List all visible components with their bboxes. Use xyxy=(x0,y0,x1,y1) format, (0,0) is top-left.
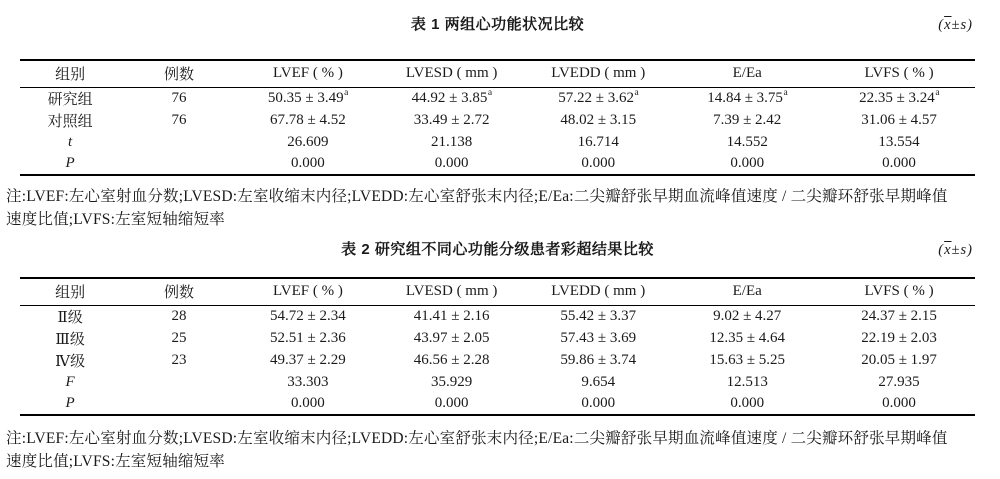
table-cell xyxy=(120,153,237,175)
table-row-p-value xyxy=(20,153,975,175)
table-cell: 76 xyxy=(171,111,187,128)
table-cell: 0.000 xyxy=(882,395,916,411)
table-cell: P xyxy=(65,395,75,411)
table-cell: 研究组 xyxy=(47,91,93,108)
table-cell: 44.92 ± 3.85$^a$ xyxy=(411,88,493,107)
table-cell: F xyxy=(65,373,75,390)
footnote-line: 注:LVEF:左心室射血分数;LVESD:左室收缩末内径;LVEDD:左心室舒张末内径;E/Ea:二尖瓣舒张早期血流峰值速度 / 二尖瓣环舒张早期峰值 xyxy=(6,430,948,447)
footnote-line: 速度比值;LVFS:左室短轴缩短率 xyxy=(6,453,225,470)
significance-mark: a xyxy=(344,88,349,99)
column-header-lvfs: LVFS ( % ) xyxy=(823,60,975,87)
table-cell: 22.19 ± 2.03 xyxy=(861,329,937,346)
significance-mark: a xyxy=(634,88,639,99)
table-cell: 24.37 ± 2.15 xyxy=(861,307,937,324)
column-header-group: 组别 xyxy=(20,278,120,305)
table-cell: 27.935 xyxy=(878,373,920,390)
table-cell: P xyxy=(65,155,75,171)
column-header-n: 例数 xyxy=(120,60,237,87)
table-cell: 54.72 ± 2.34 xyxy=(270,307,346,324)
table-cell: 22.35 ± 3.24$^a$ xyxy=(859,88,940,107)
column-header-n: 例数 xyxy=(120,278,237,305)
table-cell: 26.609 xyxy=(287,133,329,150)
column-header-lvesd: LVESD ( mm ) xyxy=(378,60,525,87)
table-row-study-group xyxy=(20,87,975,109)
column-header-lvef: LVEF ( % ) xyxy=(238,278,378,305)
table-cell: 14.552 xyxy=(726,133,768,150)
table-row-class3 xyxy=(20,327,975,349)
table-cell: 23 xyxy=(171,351,187,368)
table-cell: 28 xyxy=(171,307,187,324)
table1-title: 表 1 两组心功能状况比较 xyxy=(410,16,585,33)
table-cell: 57.22 ± 3.62$^a$ xyxy=(558,88,639,107)
table-cell: Ⅳ级 xyxy=(55,353,86,370)
significance-mark: a xyxy=(935,88,940,99)
table-cell: 35.929 xyxy=(431,373,473,390)
table-cell: 67.78 ± 4.52 xyxy=(270,111,346,128)
table-cell: 57.43 ± 3.69 xyxy=(560,329,637,346)
table-cell: 0.000 xyxy=(581,395,616,411)
table1-section xyxy=(0,15,1000,231)
table-row-class4 xyxy=(20,349,975,371)
table-cell: 0.000 xyxy=(434,155,469,171)
column-header-lvfs: LVFS ( % ) xyxy=(823,278,975,305)
column-header-eea: E/Ea xyxy=(671,278,823,305)
footnote-line: 速度比值;LVFS:左室短轴缩短率 xyxy=(6,211,225,228)
table-row-f-statistic xyxy=(20,371,975,393)
table-cell: 46.56 ± 2.28 xyxy=(413,351,490,368)
table-cell: 对照组 xyxy=(47,113,93,130)
table-cell: 0.000 xyxy=(581,155,616,171)
table-cell: 15.63 ± 5.25 xyxy=(709,351,786,368)
table-cell: 0.000 xyxy=(730,155,765,171)
table2-title-row xyxy=(20,240,975,260)
table1-footnote xyxy=(6,185,994,231)
table-cell: 0.000 xyxy=(434,395,469,411)
table2-title: 表 2 研究组不同心功能分级患者彩超结果比较 xyxy=(341,241,654,258)
table-cell: 0.000 xyxy=(291,155,325,171)
table-cell xyxy=(120,393,237,415)
column-header-lvef: LVEF ( % ) xyxy=(238,60,378,87)
table-cell: 16.714 xyxy=(577,133,619,150)
table-cell: 33.49 ± 2.72 xyxy=(413,111,490,128)
table-cell: 14.84 ± 3.75$^a$ xyxy=(707,88,788,107)
table-cell: 12.513 xyxy=(726,373,768,390)
table-cell xyxy=(120,371,237,393)
table-cell: 25 xyxy=(171,329,187,346)
table-cell: 9.654 xyxy=(581,373,616,390)
table-cell: 12.35 ± 4.64 xyxy=(709,329,786,346)
table-cell: 76 xyxy=(171,89,187,106)
table-cell: 7.39 ± 2.42 xyxy=(713,111,782,128)
column-header-lvesd: LVESD ( mm ) xyxy=(378,278,525,305)
table-cell: Ⅲ级 xyxy=(55,331,85,348)
stat-notation: $(\overline{x}\pm s)$ xyxy=(938,242,973,258)
table-cell: 0.000 xyxy=(291,395,325,411)
table2-footnote xyxy=(6,427,994,473)
table-cell xyxy=(120,131,237,153)
column-header-group: 组别 xyxy=(20,60,120,87)
table-cell: 21.138 xyxy=(431,133,473,150)
table2 xyxy=(20,277,975,416)
table1 xyxy=(20,59,975,176)
table1-title-row xyxy=(20,15,975,35)
table-cell: 59.86 ± 3.74 xyxy=(560,351,637,368)
table-cell: 13.554 xyxy=(878,133,920,150)
column-header-eea: E/Ea xyxy=(671,60,823,87)
footnote-line: 注:LVEF:左心室射血分数;LVESD:左室收缩末内径;LVEDD:左心室舒张末内径;E/Ea:二尖瓣舒张早期血流峰值速度 / 二尖瓣环舒张早期峰值 xyxy=(6,188,948,205)
table-cell: t xyxy=(68,133,73,150)
column-header-lvedd: LVEDD ( mm ) xyxy=(525,278,671,305)
table1-header-row xyxy=(20,60,975,87)
table-cell: 49.37 ± 2.29 xyxy=(270,351,346,368)
table2-section xyxy=(0,240,1000,473)
table-cell: 0.000 xyxy=(730,395,765,411)
table-cell: 33.303 xyxy=(287,373,329,390)
table-cell: Ⅱ级 xyxy=(57,309,83,326)
table-row-control-group xyxy=(20,109,975,131)
table-row-p-value xyxy=(20,393,975,415)
table-cell: 52.51 ± 2.36 xyxy=(270,329,346,346)
table-cell: 41.41 ± 2.16 xyxy=(413,307,490,324)
column-header-lvedd: LVEDD ( mm ) xyxy=(525,60,671,87)
table-cell: 20.05 ± 1.97 xyxy=(861,351,937,368)
table2-header-row xyxy=(20,278,975,305)
table-row-class2 xyxy=(20,305,975,327)
significance-mark: a xyxy=(783,88,788,99)
table-row-t-statistic xyxy=(20,131,975,153)
stat-notation: $(\overline{x}\pm s)$ xyxy=(938,17,973,33)
table-cell: 0.000 xyxy=(882,155,916,171)
table-cell: 55.42 ± 3.37 xyxy=(560,307,637,324)
table-cell: 31.06 ± 4.57 xyxy=(861,111,937,128)
table-cell: 50.35 ± 3.49$^a$ xyxy=(267,88,349,107)
table-cell: 9.02 ± 4.27 xyxy=(713,307,782,324)
table-cell: 48.02 ± 3.15 xyxy=(560,111,637,128)
significance-mark: a xyxy=(487,88,493,99)
table-cell: 43.97 ± 2.05 xyxy=(413,329,490,346)
